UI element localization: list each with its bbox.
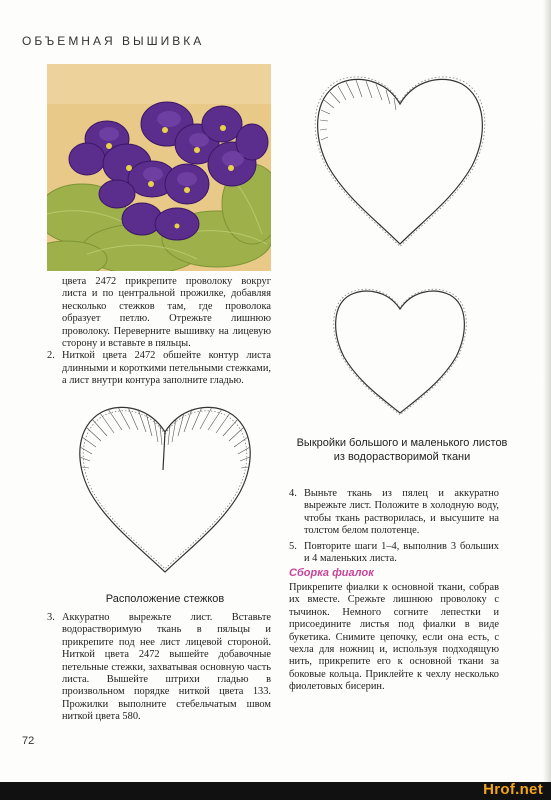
step-2-text: Ниткой цвета 2472 обшейте контур листа длинными и короткими петельными стежками, а лист внутри контура заполните гладью. xyxy=(62,350,271,387)
large-leaf-pattern xyxy=(310,70,490,248)
step-5-number: 5. xyxy=(289,540,297,552)
step-4-text: Выньте ткань из пялец и аккуратно вырежьте лист. Положите в холодную воду, чтобы ткань растворилась, и высушите на толстом белом полотенце. xyxy=(304,488,499,537)
step-3-number: 3. xyxy=(47,612,55,623)
step-4 xyxy=(289,488,499,538)
section-heading: Сборка фиалок xyxy=(289,567,374,579)
step-3-text: Аккуратно вырежьте лист. Вставьте водорастворимую ткань в пяльцы и прикрепите под нее лист лицевой стороной. Ниткой цвета 2472 вышейте добавочные петельные стежки, захватывая основную часть листа. Вышейте штрихи гладью в произвольном порядке ниткой цвета 133. Прожилки выполните стебельчатым швом ниткой цвета 580. xyxy=(62,612,271,723)
assembly-text: Прикрепите фиалки к основной ткани, собрав их вместе. Срежьте лишнюю проволоку с тычинок. Немного согните лепестки и присоедините листья под фиалки в виде букетика. Снимите цепочку, если она есть, с чехла для ножниц и, используя подходящую нить, прикрепите его к основной ткани за боковые кольца. Приклейте к чехлу несколько фиолетовых бисерин. xyxy=(289,582,499,693)
step-3 xyxy=(47,612,271,724)
left-text-block xyxy=(47,276,271,388)
step-2 xyxy=(47,350,271,387)
step-5 xyxy=(289,541,499,566)
patterns-caption-line-1: Выкройки большого и маленького листов xyxy=(296,437,508,449)
violets-illustration xyxy=(47,64,271,271)
running-header: ОБЪЕМНАЯ ВЫШИВКА xyxy=(22,34,205,48)
site-watermark: Hrof.net xyxy=(483,781,543,798)
step-5-text: Повторите шаги 1–4, выполнив 3 больших и 4 маленьких листа. xyxy=(304,540,499,565)
assembly-paragraph xyxy=(289,582,499,694)
patterns-caption xyxy=(282,436,522,464)
step-2-number: 2. xyxy=(47,350,55,362)
small-leaf-pattern xyxy=(330,285,470,417)
patterns-caption-line-2: из водорастворимой ткани xyxy=(333,451,471,463)
embroidered-violets-photo xyxy=(47,64,271,271)
page-spine-shadow xyxy=(543,0,551,800)
step-4-number: 4. xyxy=(289,488,297,499)
right-steps-block xyxy=(289,488,499,565)
stitch-layout-caption: Расположение стежков xyxy=(105,593,225,605)
stitch-layout-diagram xyxy=(70,400,260,575)
continuation-paragraph: цвета 2472 прикрепите проволоку вокруг листа и по центральной прожилке, добавляя несколько стежков там, где проволока образует петлю. Отрежьте лишнюю проволоку. Переверните вышивку на лицевую сторону и вставьте в пяльцы. xyxy=(62,276,271,350)
center-vein xyxy=(163,432,165,470)
page-number: 72 xyxy=(22,735,35,747)
footer-bar xyxy=(0,782,551,800)
